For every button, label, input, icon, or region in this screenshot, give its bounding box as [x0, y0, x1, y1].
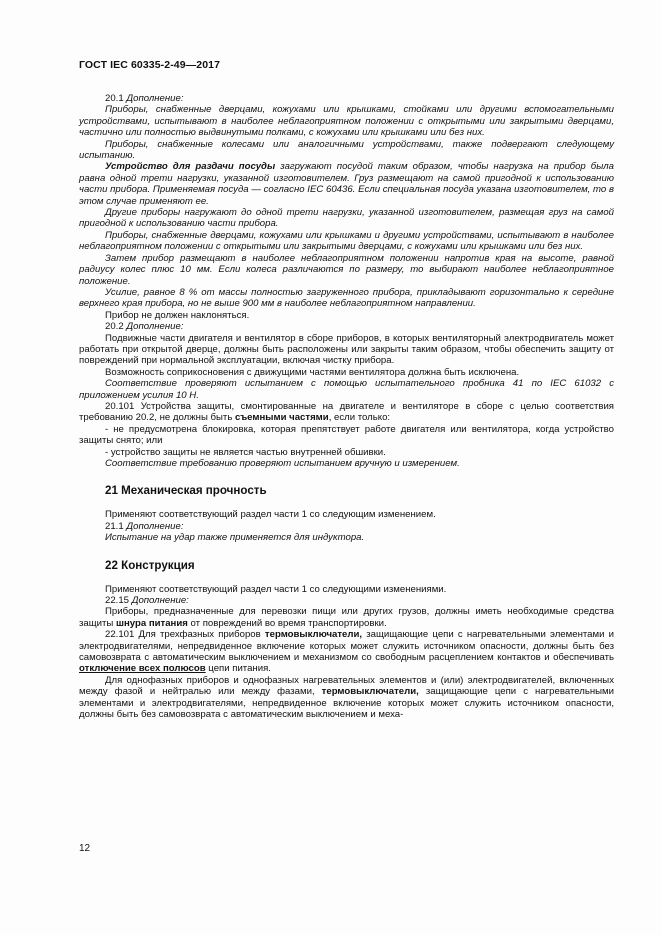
clause-label: Дополнение: — [131, 595, 189, 607]
clause-number: 22.15 — [105, 595, 130, 607]
paragraph-text: Приборы, предназначенные для перевозки пищи или других грузов, должны иметь необходимые средства защиты — [79, 606, 614, 629]
paragraph — [79, 606, 614, 629]
paragraph: Приборы, снабженные колесами или аналогичными устройствами, также подвергают следующему испытанию. — [79, 138, 614, 162]
defined-term: термовыключатели, — [321, 686, 419, 698]
document-body — [79, 93, 614, 721]
clause-label: Дополнение: — [126, 321, 184, 333]
paragraph — [79, 161, 614, 207]
list-item: - не предусмотрена блокировка, которая препятствует работе двигателя или вентилятора, когда устройство защиты снято; или — [79, 423, 614, 447]
paragraph: Усилие, равное 8 % от массы полностью загруженного прибора, прикладывают горизонтально к середине верхнего края прибора, но не выше 900 мм в наиболее неблагоприятном направлении. — [79, 286, 614, 310]
section-heading: 22 Конструкция — [105, 558, 195, 572]
defined-term: термовыключатели, — [264, 629, 363, 641]
clause-label: Дополнение: — [126, 93, 184, 104]
page-number: 12 — [79, 843, 91, 854]
paragraph-text: от повреждений во время транспортировки. — [187, 617, 387, 629]
paragraph — [79, 521, 614, 532]
paragraph-text: 22.101 Для трехфазных приборов — [105, 629, 265, 641]
page-header: ГОСТ IEC 60335-2-49—2017 — [79, 59, 221, 71]
paragraph: Применяют соответствующий раздел части 1 со следующим изменением. — [105, 509, 436, 521]
defined-term: Устройство для раздачи посуды — [105, 161, 276, 173]
paragraph: Соответствие проверяют испытанием с помощью испытательного пробника 41 по IEC 61032 с приложением усилия 10 Н. — [79, 378, 614, 401]
paragraph: Применяют соответствующий раздел части 1 со следующими изменениями. — [105, 583, 447, 595]
paragraph — [79, 321, 614, 332]
defined-term: шнура питания — [115, 617, 188, 629]
paragraph-text: Для однофазных приборов и однофазных нагревательных элементов и (или) электродвигателей, включенных между фазой и нейтралью или между фазами, — [79, 674, 614, 698]
paragraph: Приборы, снабженные дверцами, кожухами или крышками и другими устройствами, испытывают в наиболее неблагоприятном положении с открытыми или закрытыми дверцами, с кожухами или крышками или без них. — [79, 229, 614, 253]
paragraph: Приборы, снабженные дверцами, кожухами или крышками, стойками или другими вспомогательными устройствами, испытывают в наиболее неблагоприятном положении с открытыми или закрытыми дверцами, частично или полностью выдвинутыми полками, с кожухами или крышками или без них. — [79, 104, 614, 139]
paragraph-text: , если только: — [328, 412, 391, 424]
paragraph-text: 20.101 Устройства защиты, смонтированные на двигателе и вентиляторе в сборе с целью соответствия требованию 20.2, не должны быть — [79, 400, 614, 424]
clause-number: 20.1 — [105, 93, 124, 104]
paragraph: Возможность соприкосновения с движущими частями вентилятора должна быть исключена. — [105, 366, 520, 378]
paragraph: Испытание на удар также применяется для индуктора. — [105, 532, 365, 544]
section-heading: 21 Механическая прочность — [105, 484, 267, 498]
paragraph — [79, 401, 614, 424]
paragraph — [79, 93, 614, 104]
paragraph — [79, 675, 614, 721]
clause-label: Дополнение: — [126, 520, 184, 532]
paragraph: Прибор не должен наклоняться. — [105, 309, 250, 321]
paragraph — [79, 629, 614, 675]
paragraph-text: цепи питания. — [205, 663, 271, 675]
defined-term: отключение всех полюсов — [79, 663, 206, 675]
paragraph: Другие приборы нагружают до одной трети нагрузки, указанной изготовителем, размещая груз на самой пригодной к использованию части прибора. — [79, 207, 614, 230]
paragraph-text: защищающие цепи с нагревательными элементами и электродвигателями, непредвиденное включение которых может служить источником опасности, должны быть без самовозврата с автоматическим выключением и механизмом со свободным расцеплением контактов и обеспечивать — [79, 629, 614, 664]
clause-number: 21.1 — [105, 520, 124, 532]
paragraph: Соответствие требованию проверяют испытанием вручную и измерением. — [105, 458, 460, 469]
paragraph-text: защищающие цепи с нагревательными элементами и электродвигателями, непредвиденное включение которых может служить источником опасности, должны быть без самовозврата с автоматическим выключением и меха- — [79, 686, 614, 721]
list-item: - устройство защиты не является частью внутренней обшивки. — [105, 446, 386, 458]
paragraph: Подвижные части двигателя и вентилятор в сборе приборов, в которых вентиляторный электродвигатель может работать при открытой дверце, должны быть расположены или закрыты таким образом, чтобы обеспечить защиту от повреждений при нормальной эксплуатации, включая чистку прибора. — [79, 332, 614, 367]
paragraph — [79, 595, 614, 606]
clause-number: 20.2 — [105, 321, 124, 333]
paragraph: Затем прибор размещают в наиболее неблагоприятном положении напротив края на высоте, равной радиусу колес плюс 10 мм. Если колеса различаются по размеру, то выбирают наиболее неблагоприятное положение. — [79, 252, 614, 287]
defined-term: съемными частями — [234, 412, 329, 424]
paragraph-text: загружают посудой таким образом, чтобы нагрузка на прибор была равна одной трети нагрузки, указанной изготовителем. Груз размещают на самой пригодной к использованию части прибора. Применяемая посуда — согласно IEC 60436. Если специальная посуда указана изготовителем, то в этом случае применяют ее. — [79, 161, 615, 207]
